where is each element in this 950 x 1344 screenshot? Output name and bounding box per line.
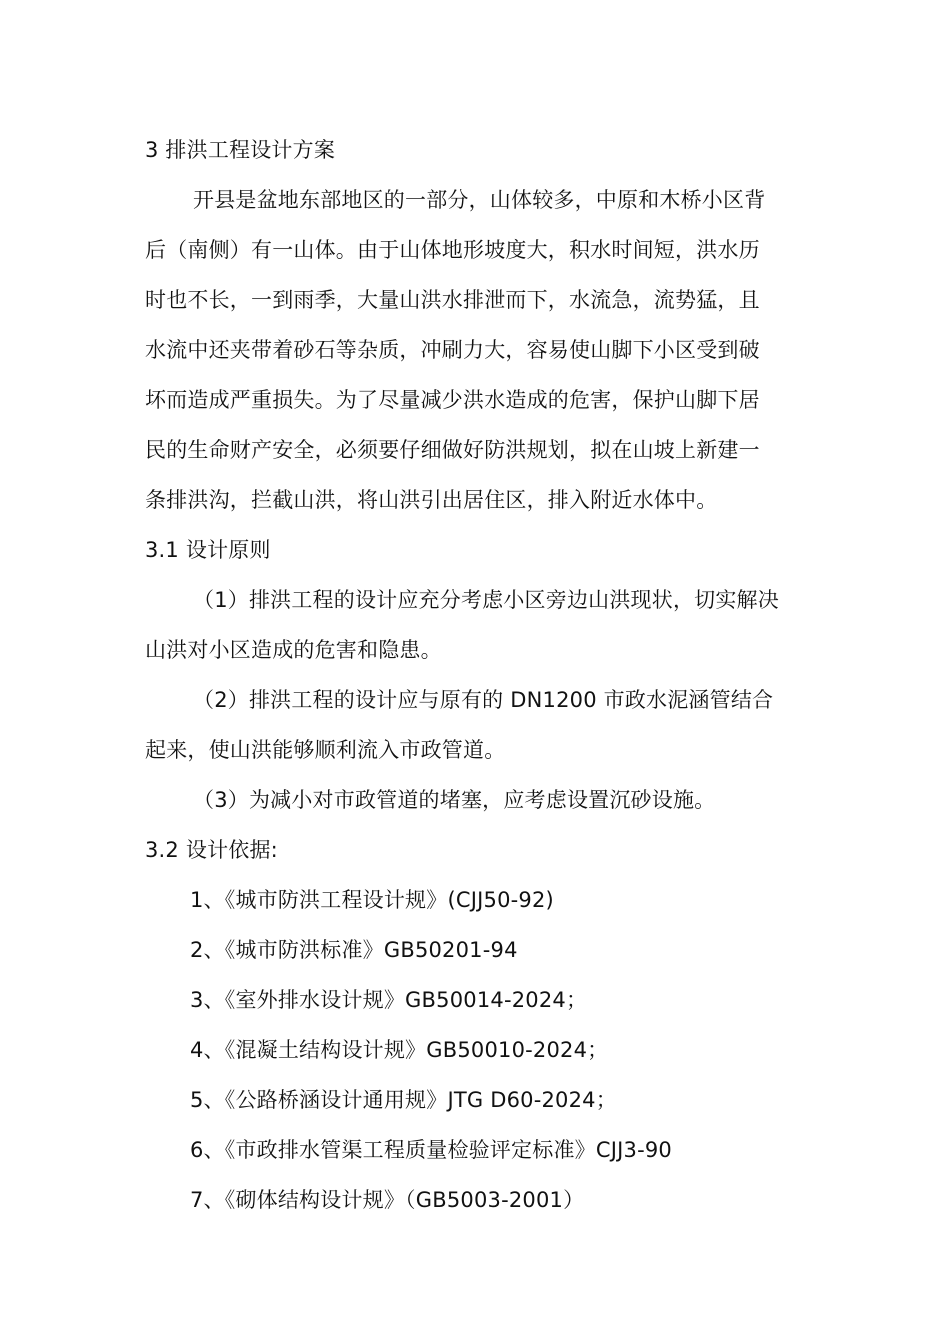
paragraph-line: 时也不长，一到雨季，大量山洪水排泄而下，水流急，流势猛，且 <box>145 288 760 312</box>
paragraph-line: 水流中还夹带着砂石等杂质，冲刷力大，容易使山脚下小区受到破 <box>145 338 760 362</box>
reference-item: 7、《砌体结构设计规》（GB5003-2001） <box>190 1188 585 1212</box>
principle-1-line: 山洪对小区造成的危害和隐患。 <box>145 638 442 662</box>
paragraph-line: 条排洪沟，拦截山洪，将山洪引出居住区，排入附近水体中。 <box>145 488 718 512</box>
reference-item: 2、《城市防洪标准》GB50201-94 <box>190 938 518 962</box>
principle-3-line: （3）为减小对市政管道的堵塞，应考虑设置沉砂设施。 <box>193 788 716 812</box>
section-3-heading: 3 排洪工程设计方案 <box>145 138 336 162</box>
paragraph-line: 民的生命财产安全，必须要仔细做好防洪规划，拟在山坡上新建一 <box>145 438 760 462</box>
reference-item: 4、《混凝土结构设计规》GB50010-2024； <box>190 1038 609 1062</box>
reference-item: 1、《城市防洪工程设计规》(CJJ50-92) <box>190 888 554 912</box>
reference-item: 3、《室外排水设计规》GB50014-2024； <box>190 988 588 1012</box>
principle-2-line: 起来，使山洪能够顺利流入市政管道。 <box>145 738 506 762</box>
paragraph-line: 坏而造成严重损失。为了尽量减少洪水造成的危害，保护山脚下居 <box>145 388 760 412</box>
section-3-2-heading: 3.2 设计依据: <box>145 838 278 862</box>
paragraph-line: 后（南侧）有一山体。由于山体地形坡度大，积水时间短，洪水历 <box>145 238 760 262</box>
reference-item: 6、《市政排水管渠工程质量检验评定标准》CJJ3-90 <box>190 1138 672 1162</box>
principle-2-line: （2）排洪工程的设计应与原有的 DN1200 市政水泥涵管结合 <box>193 688 774 712</box>
section-3-1-heading: 3.1 设计原则 <box>145 538 271 562</box>
principle-1-line: （1）排洪工程的设计应充分考虑小区旁边山洪现状，切实解决 <box>193 588 779 612</box>
paragraph-line: 开县是盆地东部地区的一部分，山体较多，中原和木桥小区背 <box>193 188 766 212</box>
reference-item: 5、《公路桥涵设计通用规》JTG D60-2024； <box>190 1088 617 1112</box>
